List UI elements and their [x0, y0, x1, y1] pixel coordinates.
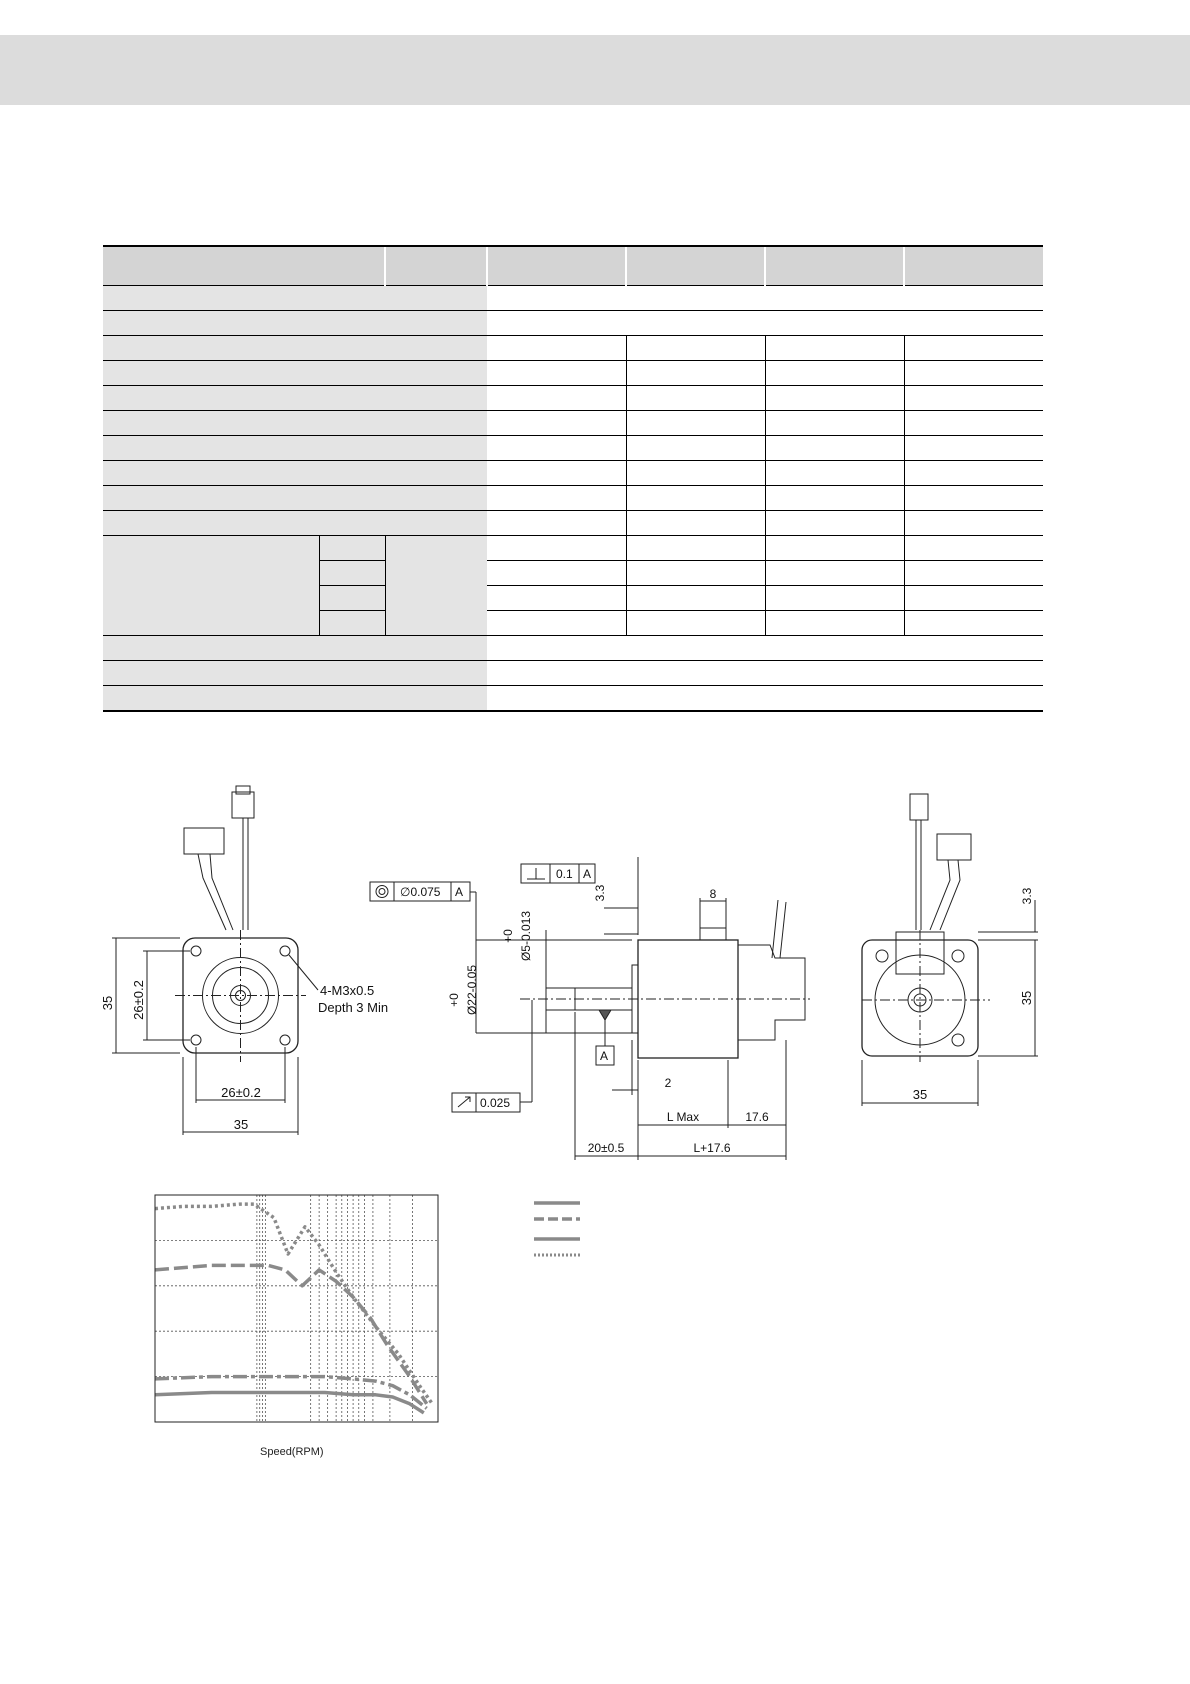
table-cell: [103, 661, 385, 686]
mounting-hole-icon: [191, 946, 201, 956]
side-dim-8: 8: [709, 887, 717, 901]
table-cell: [103, 361, 385, 386]
chart-series-line-1: [155, 1204, 432, 1404]
side-dim-3-3: 3.3: [593, 884, 607, 902]
table-cell: [385, 486, 487, 511]
spec-table: [103, 245, 1043, 712]
table-cell: [319, 586, 385, 611]
table-cell: [904, 611, 1043, 636]
table-cell: [103, 461, 385, 486]
datum-label: A: [600, 1049, 609, 1063]
table-cell: [487, 636, 1043, 661]
table-cell: [765, 611, 904, 636]
table-header-cell: [626, 246, 765, 286]
table-cell: [904, 436, 1043, 461]
table-cell: [626, 411, 765, 436]
table-row: [103, 686, 1043, 712]
table-cell: [385, 336, 487, 361]
rear-height-dim: 35: [1019, 990, 1034, 1006]
pilot-dia: Ø22-0.05: [465, 964, 479, 1016]
side-dim-17-6: 17.6: [745, 1110, 769, 1124]
table-cell: [487, 611, 626, 636]
screw-icon: [952, 1034, 964, 1046]
connector-icon: [937, 834, 971, 860]
shaft-dia-tol: +0: [501, 929, 515, 943]
table-cell: [103, 436, 385, 461]
table-cell: [904, 511, 1043, 536]
header-band: [0, 35, 1190, 105]
table-cell: [487, 361, 626, 386]
side-dim-shaft-len: 20±0.5: [587, 1141, 625, 1155]
hole-depth-note: Depth 3 Min: [318, 1000, 389, 1015]
mounting-hole-icon: [280, 1035, 290, 1045]
table-cell: [904, 561, 1043, 586]
runout-value: 0.025: [480, 1096, 511, 1110]
table-cell: [904, 336, 1043, 361]
table-cell: [626, 461, 765, 486]
side-dim-l-max: L Max: [666, 1110, 700, 1124]
table-row: [103, 536, 1043, 561]
table-cell: [626, 536, 765, 561]
table-cell: [103, 311, 385, 336]
table-header-cell: [487, 246, 626, 286]
table-cell: [487, 661, 1043, 686]
table-row: [103, 636, 1043, 661]
table-cell: [103, 336, 385, 361]
table-header-cell: [385, 246, 487, 286]
table-cell: [904, 486, 1043, 511]
table-cell: [487, 386, 626, 411]
motor-dimension-drawings: [0, 770, 1190, 1170]
table-cell: [765, 336, 904, 361]
table-cell: [319, 561, 385, 586]
table-cell: [487, 686, 1043, 712]
table-cell: [385, 361, 487, 386]
table-cell: [626, 586, 765, 611]
table-cell: [385, 461, 487, 486]
table-cell: [626, 336, 765, 361]
table-cell: [765, 411, 904, 436]
table-cell: [385, 311, 487, 336]
rear-view: [862, 794, 1038, 1106]
table-header-cell: [103, 246, 385, 286]
table-row: [103, 386, 1043, 411]
table-cell: [904, 586, 1043, 611]
table-cell: [626, 386, 765, 411]
table-cell: [385, 286, 487, 311]
table-cell: [626, 486, 765, 511]
table-cell: [385, 536, 487, 636]
shaft-dia: Ø5-0.013: [519, 910, 533, 962]
pilot-dia-tol: +0: [447, 993, 461, 1007]
table-row: [103, 286, 1043, 311]
table-cell: [765, 511, 904, 536]
table-cell: [626, 436, 765, 461]
table-cell: [765, 536, 904, 561]
torque-speed-chart: [150, 1190, 440, 1426]
table-cell: [319, 611, 385, 636]
table-cell: [385, 386, 487, 411]
concentricity-value: ∅0.075: [400, 885, 441, 899]
table-cell: [487, 511, 626, 536]
table-cell: [103, 386, 385, 411]
table-cell: [765, 436, 904, 461]
table-row: [103, 486, 1043, 511]
table-cell: [487, 486, 626, 511]
connector-icon: [232, 792, 254, 818]
table-cell: [385, 661, 487, 686]
chart-x-axis-label: Speed(RPM): [260, 1446, 324, 1458]
front-inner-height-dim: 26±0.2: [131, 980, 146, 1020]
side-dim-2: 2: [664, 1076, 672, 1090]
table-cell: [487, 461, 626, 486]
table-cell: [626, 561, 765, 586]
table-cell: [765, 361, 904, 386]
table-cell: [765, 586, 904, 611]
table-row: [103, 311, 1043, 336]
table-cell: [904, 361, 1043, 386]
table-row: [103, 361, 1043, 386]
table-cell: [626, 611, 765, 636]
connector-icon: [910, 794, 928, 820]
table-row: [103, 661, 1043, 686]
table-cell: [765, 386, 904, 411]
chart-legend: [530, 1195, 590, 1265]
table-cell: [765, 461, 904, 486]
table-cell: [626, 361, 765, 386]
table-cell: [103, 536, 319, 636]
table-cell: [904, 461, 1043, 486]
side-dim-l-plus: L+17.6: [693, 1141, 731, 1155]
table-cell: [385, 511, 487, 536]
side-view: [370, 857, 810, 1160]
table-cell: [385, 686, 487, 712]
table-row: [103, 436, 1043, 461]
connector-icon: [184, 828, 224, 854]
table-cell: [103, 636, 385, 661]
table-cell: [487, 436, 626, 461]
table-row: [103, 411, 1043, 436]
table-cell: [626, 511, 765, 536]
table-header-row: [103, 246, 1043, 286]
front-view: [112, 786, 318, 1135]
table-cell: [103, 686, 385, 712]
rear-width-dim: 35: [912, 1087, 928, 1102]
table-cell: [765, 486, 904, 511]
front-width-dim: 35: [233, 1117, 249, 1132]
table-cell: [765, 561, 904, 586]
mounting-hole-icon: [191, 1035, 201, 1045]
table-cell: [487, 286, 1043, 311]
table-cell: [904, 411, 1043, 436]
table-cell: [103, 411, 385, 436]
table-cell: [103, 286, 385, 311]
front-inner-width-dim: 26±0.2: [221, 1085, 261, 1100]
table-cell: [487, 336, 626, 361]
chart-series-line-4: [155, 1393, 424, 1413]
screw-icon: [952, 950, 964, 962]
table-row: [103, 511, 1043, 536]
table-cell: [487, 586, 626, 611]
perpendicularity-value: 0.1: [556, 867, 573, 881]
screw-icon: [876, 950, 888, 962]
chart-series: [155, 1204, 432, 1413]
table-header-cell: [904, 246, 1043, 286]
front-view-labels: [100, 980, 388, 1132]
front-height-dim: 35: [100, 995, 115, 1011]
table-cell: [385, 411, 487, 436]
table-cell: [487, 561, 626, 586]
table-cell: [385, 436, 487, 461]
concentricity-datum: A: [455, 885, 464, 899]
table-cell: [487, 411, 626, 436]
table-row: [103, 336, 1043, 361]
table-header-cell: [765, 246, 904, 286]
rear-dim-3-3: 3.3: [1020, 887, 1034, 905]
mounting-hole-icon: [280, 946, 290, 956]
table-cell: [487, 311, 1043, 336]
table-cell: [103, 486, 385, 511]
table-cell: [103, 511, 385, 536]
table-cell: [904, 536, 1043, 561]
table-cell: [904, 386, 1043, 411]
hole-note: 4-M3x0.5: [320, 983, 375, 998]
perpendicularity-datum: A: [583, 867, 592, 881]
table-cell: [319, 536, 385, 561]
table-row: [103, 461, 1043, 486]
table-cell: [487, 536, 626, 561]
table-cell: [385, 636, 487, 661]
